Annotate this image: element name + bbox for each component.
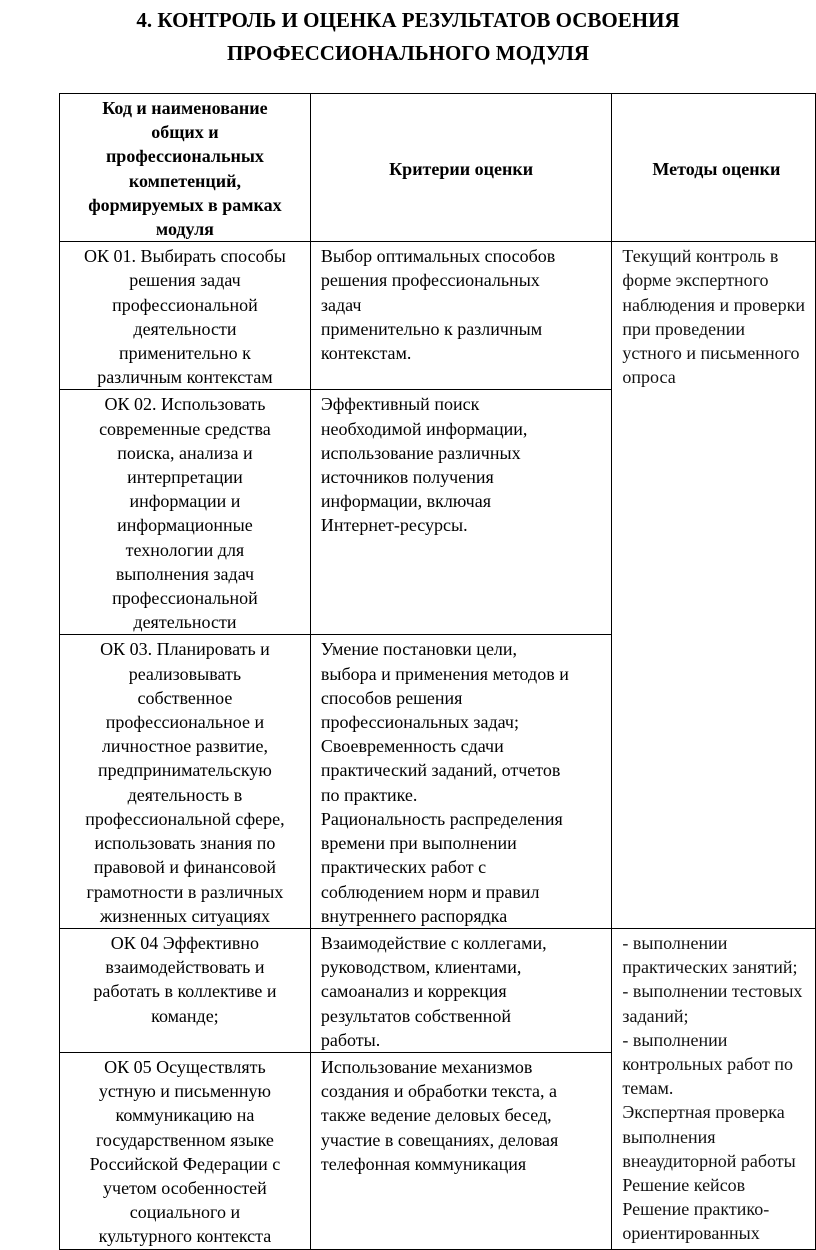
- competency-cell: ОК 01. Выбирать способы решения задач профессиональной деятельности применительно к различным контекстам: [60, 242, 311, 390]
- title-line-1: 4. КОНТРОЛЬ И ОЦЕНКА РЕЗУЛЬТАТОВ ОСВОЕНИЯ: [136, 8, 680, 32]
- table-row: [60, 242, 816, 390]
- competency-cell: ОК 04 Эффективно взаимодействовать и работать в коллективе и команде;: [60, 928, 311, 1052]
- header-competencies-text: Код и наименование общих и профессиональных компетенций, формируемых в рамках модуля: [88, 98, 282, 240]
- competency-cell: ОК 03. Планировать и реализовывать собственное профессиональное и личностное развитие, предпринимательскую деятельность в профессиональной сфере, использовать знания по правовой и финансовой грамотности в различных жизненных ситуациях: [60, 635, 311, 928]
- criteria-cell: Эффективный поиск необходимой информации, использование различных источников получения информации, включая Интернет-ресурсы.: [310, 390, 612, 635]
- table-row: [60, 928, 816, 1052]
- competency-cell: ОК 02. Использовать современные средства поиска, анализа и интерпретации информации и информационные технологии для выполнения задач профессиональной деятельности: [60, 390, 311, 635]
- header-competencies: [60, 94, 311, 242]
- criteria-cell: Выбор оптимальных способов решения профессиональных задач применительно к различным контекстам.: [310, 242, 612, 390]
- criteria-cell: Использование механизмов создания и обработки текста, а также ведение деловых бесед, участие в совещаниях, деловая телефонная коммуникация: [310, 1052, 612, 1249]
- methods-cell-1: Текущий контроль в форме экспертного наблюдения и проверки при проведении устного и письменного опроса: [612, 242, 816, 929]
- header-criteria: Критерии оценки: [310, 94, 612, 242]
- assessment-table: [59, 93, 816, 1250]
- criteria-cell: Взаимодействие с коллегами, руководством, клиентами, самоанализ и коррекция результатов собственной работы.: [310, 928, 612, 1052]
- header-row: [60, 94, 816, 242]
- page-title: [0, 4, 816, 70]
- title-line-2: ПРОФЕССИОНАЛЬНОГО МОДУЛЯ: [226, 41, 590, 65]
- header-methods: Методы оценки: [612, 94, 816, 242]
- methods-cell-2: - выполнении практических занятий; - выполнении тестовых заданий; - выполнении контрольных работ по темам. Экспертная проверка выполнения внеаудиторной работы Решение кейсов Решение практико- ориентированных: [612, 928, 816, 1249]
- competency-cell: ОК 05 Осуществлять устную и письменную коммуникацию на государственном языке Российской Федерации с учетом особенностей социального и культурного контекста: [60, 1052, 311, 1249]
- criteria-cell: Умение постановки цели, выбора и применения методов и способов решения профессиональных задач; Своевременность сдачи практический заданий, отчетов по практике. Рациональность распределения времени при выполнении практических работ с соблюдением норм и правил внутреннего распорядка: [310, 635, 612, 928]
